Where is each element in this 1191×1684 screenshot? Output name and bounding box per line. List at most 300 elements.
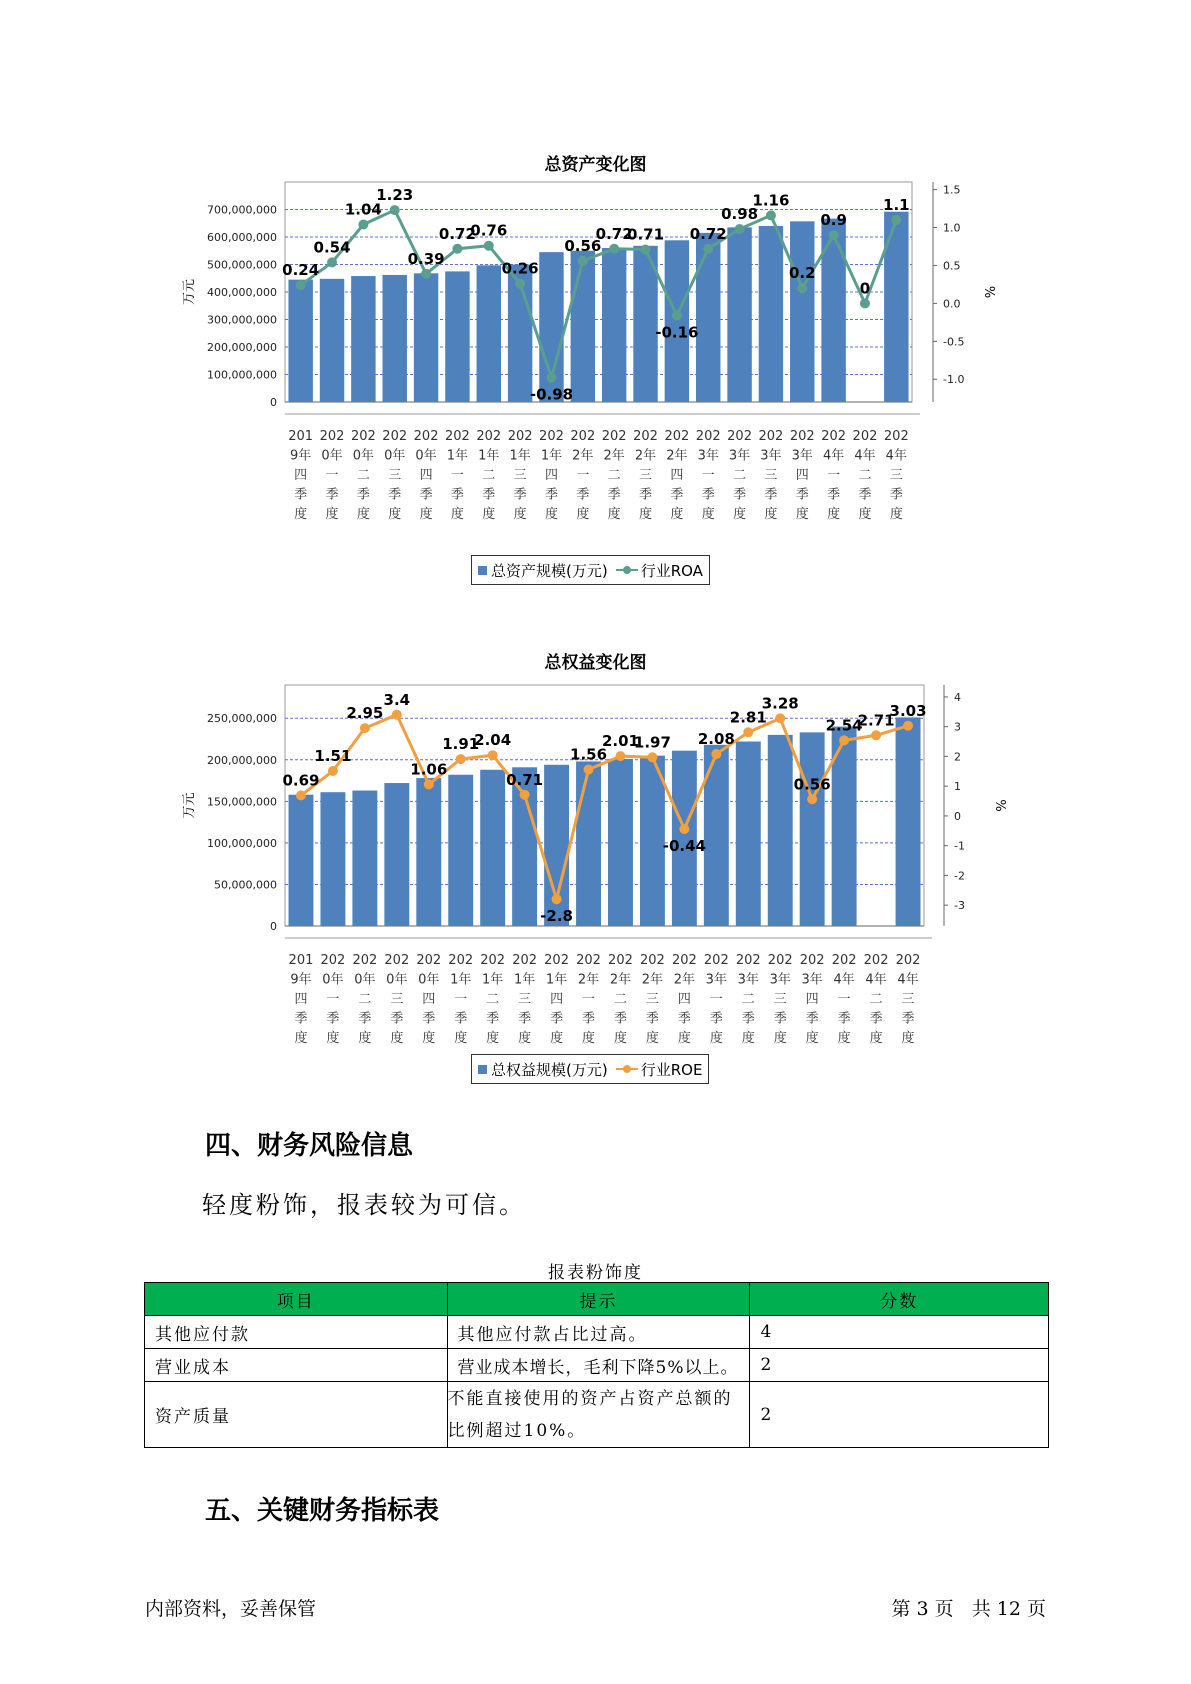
x-tick-label: 202	[570, 429, 596, 444]
x-tick-label: 4年	[885, 448, 907, 464]
x-tick-label: 季	[764, 487, 778, 503]
table-cell: 其他应付款	[145, 1316, 448, 1349]
x-tick-label: 1年	[446, 448, 469, 464]
data-label: 2.54	[825, 716, 863, 735]
x-tick-label: 202	[350, 429, 376, 444]
x-tick-label: 2年	[666, 448, 688, 464]
data-label: 0.76	[470, 221, 508, 240]
data-label: 2.01	[601, 732, 639, 751]
data-label: 0.9	[820, 211, 847, 230]
x-tick-label: 202	[799, 953, 825, 968]
x-tick-label: 季	[518, 1011, 532, 1027]
x-tick-label: 202	[384, 953, 410, 968]
x-tick-label: 一	[325, 468, 339, 483]
x-tick-label: 三	[639, 468, 653, 483]
line-point	[672, 311, 682, 321]
risk-table	[144, 1282, 1049, 1448]
data-label: -0.44	[662, 837, 706, 856]
bar	[477, 265, 501, 402]
line-point	[641, 245, 651, 255]
x-tick-label: 一	[701, 468, 715, 483]
x-tick-label: 二	[733, 468, 747, 483]
table-caption: 报表粉饰度	[548, 1263, 643, 1283]
footer-page-number: 第 3 页 共 12 页	[891, 1598, 1046, 1620]
y-right-tick-label: -2	[954, 869, 965, 883]
x-tick-label: 2年	[609, 972, 632, 988]
x-tick-label: 度	[450, 507, 464, 522]
x-tick-label: 202	[852, 429, 878, 444]
x-tick-label: 二	[482, 468, 496, 483]
line-point	[797, 283, 807, 293]
x-tick-label: 度	[422, 1031, 436, 1046]
x-tick-label: 一	[326, 992, 340, 1007]
y-left-tick-label: 150,000,000	[207, 795, 277, 809]
bar	[445, 271, 469, 402]
x-tick-label: 四	[294, 992, 308, 1007]
x-tick-label: 季	[639, 487, 653, 503]
x-tick-label: 3年	[705, 972, 727, 988]
bar	[414, 273, 438, 402]
y-left-tick-label: 400,000,000	[207, 286, 277, 299]
line-point	[703, 244, 713, 254]
x-tick-label: 季	[701, 487, 715, 503]
x-tick-label: 三	[773, 992, 787, 1007]
y-left-tick-label: 100,000,000	[207, 836, 277, 850]
x-tick-label: 0年	[321, 448, 343, 464]
table-header: 分数	[750, 1283, 1049, 1316]
x-tick-label: 4年	[897, 972, 919, 988]
data-label: 1.91	[442, 735, 480, 754]
y-left-tick-label: 50,000,000	[214, 878, 277, 892]
line-point	[327, 257, 337, 267]
x-tick-label: 季	[645, 1011, 659, 1027]
x-tick-label: 一	[576, 468, 590, 483]
data-label: 0.72	[689, 224, 727, 243]
x-tick-label: 度	[889, 507, 903, 522]
data-label: 3.03	[889, 701, 927, 720]
x-tick-label: 二	[486, 992, 500, 1007]
x-tick-label: 0年	[354, 972, 376, 988]
x-tick-label: 度	[837, 1031, 851, 1046]
x-tick-label: 度	[701, 507, 715, 522]
x-tick-label: 四	[294, 468, 308, 483]
data-label: -0.98	[529, 385, 574, 404]
line-point	[552, 894, 562, 904]
x-tick-label: 4年	[865, 972, 887, 988]
table-cell: 营业成本	[145, 1349, 448, 1382]
y-left-tick-label: 0	[270, 920, 277, 933]
x-tick-label: 季	[482, 487, 496, 503]
bar	[736, 742, 761, 926]
line-point	[584, 764, 594, 774]
data-label: 0.69	[282, 771, 320, 790]
x-tick-label: 度	[709, 1031, 723, 1046]
x-tick-label: 季	[388, 487, 402, 503]
asset-chart	[0, 170, 1191, 550]
line-point	[392, 710, 402, 720]
bar	[382, 275, 406, 402]
table-header: 项目	[145, 1283, 448, 1316]
data-label: 1.23	[376, 186, 414, 205]
x-tick-label: 0年	[418, 972, 440, 988]
line-point	[775, 713, 785, 723]
x-tick-label: 季	[805, 1011, 819, 1027]
line-point	[484, 241, 494, 251]
x-tick-label: 季	[454, 1011, 468, 1027]
bar	[320, 279, 344, 402]
x-tick-label: 202	[821, 429, 847, 444]
x-tick-label: 度	[294, 507, 308, 522]
line-point	[871, 730, 881, 740]
x-tick-label: 季	[733, 487, 747, 503]
data-label: -0.16	[655, 323, 699, 342]
x-tick-label: 1年	[482, 972, 504, 988]
x-tick-label: 1年	[478, 448, 500, 464]
line-point	[679, 824, 689, 834]
x-tick-label: 四	[422, 992, 436, 1007]
x-tick-label: 度	[390, 1031, 404, 1046]
data-label: 0.24	[282, 261, 320, 280]
x-tick-label: 2年	[572, 448, 594, 464]
x-tick-label: 202	[727, 429, 752, 444]
bar	[320, 792, 345, 926]
x-tick-label: 季	[356, 487, 370, 503]
y-left-axis-title: 万元	[182, 278, 197, 306]
x-tick-label: 季	[358, 1011, 372, 1027]
bar	[640, 756, 665, 926]
x-tick-label: 度	[454, 1031, 468, 1046]
x-tick-label: 9年	[290, 448, 312, 464]
x-tick-label: 季	[741, 1011, 755, 1027]
y-right-tick-label: -0.5	[943, 335, 965, 349]
x-tick-label: 度	[550, 1031, 564, 1046]
x-tick-label: 度	[858, 507, 872, 522]
data-label: 0.26	[501, 259, 539, 278]
x-tick-label: 三	[901, 992, 915, 1007]
x-tick-label: 一	[827, 468, 841, 483]
bar	[759, 226, 783, 402]
data-label: 2.71	[857, 711, 895, 730]
data-label: 1.97	[633, 733, 671, 752]
bar-legend-swatch	[478, 1065, 487, 1074]
x-tick-label: 度	[613, 1031, 627, 1046]
x-tick-label: 202	[601, 429, 627, 444]
y-right-tick-label: 2	[954, 750, 961, 764]
bar	[665, 240, 689, 402]
line-point	[839, 735, 849, 745]
bar	[416, 778, 441, 926]
line-point	[424, 779, 434, 789]
y-right-tick-label: 4	[954, 690, 961, 704]
x-tick-label: 度	[582, 1031, 596, 1046]
data-label: 0.71	[506, 770, 544, 789]
data-label: 0.72	[438, 224, 476, 243]
table-header: 提示	[447, 1283, 750, 1316]
table-cell: 2	[750, 1382, 1049, 1448]
x-tick-label: 二	[741, 992, 755, 1007]
x-tick-label: 3年	[760, 448, 782, 464]
bar	[571, 251, 595, 402]
x-tick-label: 202	[507, 429, 533, 444]
data-label: 0.72	[595, 224, 633, 243]
x-tick-label: 度	[869, 1031, 883, 1046]
x-tick-label: 202	[703, 953, 729, 968]
x-tick-label: 度	[388, 507, 402, 522]
data-label: 0.56	[793, 775, 831, 794]
x-tick-label: 二	[613, 992, 627, 1007]
data-label: 2.08	[697, 730, 735, 749]
bar	[896, 717, 921, 926]
line-point	[328, 766, 338, 776]
table-row	[145, 1316, 1049, 1349]
line-point	[735, 224, 745, 234]
bar	[351, 276, 375, 402]
y-right-tick-label: 1.5	[943, 183, 961, 197]
table-cell: 不能直接使用的资产占资产总额的比例超过10%。	[447, 1382, 750, 1448]
table-cell: 2	[750, 1349, 1049, 1382]
x-tick-label: 四	[544, 468, 558, 483]
table-cell: 4	[750, 1316, 1049, 1349]
bar	[727, 227, 751, 402]
y-right-tick-label: 0.0	[943, 297, 961, 311]
x-tick-label: 季	[795, 487, 809, 503]
x-tick-label: 一	[709, 992, 723, 1007]
x-tick-label: 一	[837, 992, 851, 1007]
x-tick-label: 3年	[801, 972, 823, 988]
x-tick-label: 度	[901, 1031, 915, 1046]
x-tick-label: 一	[454, 992, 468, 1007]
table-cell: 其他应付款占比过高。	[447, 1316, 750, 1349]
data-label: 0	[859, 279, 871, 298]
data-label: 1.56	[570, 745, 608, 764]
x-tick-label: 202	[544, 953, 569, 968]
x-tick-label: 二	[356, 468, 370, 483]
equity-chart	[0, 668, 1191, 1048]
line-point	[766, 210, 776, 220]
section-four-text: 轻度粉饰，报表较为可信。	[202, 1191, 526, 1219]
data-label: 1.04	[344, 200, 382, 219]
line-point	[891, 215, 901, 225]
x-tick-label: 季	[390, 1011, 404, 1027]
data-label: 3.4	[383, 690, 411, 709]
x-tick-label: 三	[518, 992, 532, 1007]
bar	[768, 735, 793, 926]
x-tick-label: 202	[633, 429, 658, 444]
x-tick-label: 202	[863, 953, 889, 968]
x-tick-label: 三	[889, 468, 903, 483]
line-point	[520, 790, 530, 800]
bar	[448, 775, 473, 926]
x-tick-label: 季	[326, 1011, 340, 1027]
bar-legend-swatch	[478, 566, 487, 575]
y-left-tick-label: 100,000,000	[207, 368, 277, 382]
footer-left: 内部资料，妥善保管	[145, 1598, 317, 1620]
x-tick-label: 一	[582, 992, 596, 1007]
x-tick-label: 3年	[791, 448, 813, 464]
x-tick-label: 三	[513, 468, 527, 483]
y-left-tick-label: 0	[270, 396, 277, 409]
line-point	[296, 280, 306, 290]
x-tick-label: 202	[480, 953, 506, 968]
x-tick-label: 2年	[634, 448, 657, 464]
y-right-tick-label: 1.0	[943, 221, 961, 235]
x-tick-label: 四	[670, 468, 684, 483]
x-tick-label: 202	[767, 953, 793, 968]
x-tick-label: 202	[539, 429, 564, 444]
x-tick-label: 度	[358, 1031, 372, 1046]
x-tick-label: 度	[670, 507, 684, 522]
data-label: 0.2	[788, 264, 816, 283]
line-point	[609, 244, 619, 254]
y-right-tick-label: 0.5	[943, 259, 961, 273]
y-left-tick-label: 200,000,000	[207, 341, 277, 354]
x-tick-label: 3年	[769, 972, 791, 988]
x-tick-label: 2年	[603, 448, 625, 464]
x-tick-label: 度	[805, 1031, 819, 1046]
y-left-axis-title: 万元	[182, 792, 197, 819]
x-tick-label: 季	[837, 1011, 851, 1027]
x-tick-label: 四	[550, 992, 564, 1007]
x-tick-label: 3年	[697, 448, 719, 464]
y-right-tick-label: 1	[954, 780, 961, 794]
line-point	[615, 751, 625, 761]
x-tick-label: 季	[422, 1011, 436, 1027]
x-tick-label: 一	[450, 468, 464, 483]
x-tick-label: 1年	[450, 972, 472, 988]
x-tick-label: 度	[486, 1031, 500, 1046]
bar	[576, 761, 601, 926]
data-label: 0.71	[627, 225, 665, 244]
x-tick-label: 度	[294, 1031, 308, 1046]
bar	[352, 791, 377, 926]
line-point	[578, 256, 588, 266]
chart2-legend	[471, 1054, 709, 1084]
x-tick-label: 4年	[833, 972, 855, 988]
x-tick-label: 3年	[728, 448, 751, 464]
chart1-legend-bar: 总资产规模(万元)	[491, 561, 608, 580]
x-tick-label: 度	[518, 1031, 532, 1046]
x-tick-label: 2年	[577, 972, 600, 988]
line-point	[903, 721, 913, 731]
x-tick-label: 季	[513, 487, 527, 503]
x-tick-label: 4年	[854, 448, 876, 464]
x-tick-label: 季	[294, 487, 308, 503]
line-point	[488, 750, 498, 760]
data-label: 0.54	[313, 238, 351, 257]
y-left-tick-label: 250,000,000	[207, 712, 277, 726]
chart2-legend-line: 行业ROE	[640, 1060, 703, 1079]
y-right-axis-title: %	[981, 285, 996, 299]
x-tick-label: 202	[664, 429, 690, 444]
chart1-legend-line: 行业ROA	[640, 561, 703, 580]
y-right-tick-label: -1	[954, 839, 965, 853]
x-tick-label: 度	[677, 1031, 691, 1046]
x-tick-label: 202	[413, 429, 439, 444]
y-right-axis-title: %	[992, 799, 1007, 812]
x-tick-label: 202	[758, 429, 784, 444]
data-label: 2.81	[729, 708, 767, 727]
x-tick-label: 季	[709, 1011, 723, 1027]
bar	[608, 759, 633, 926]
line-point	[807, 794, 817, 804]
x-tick-label: 二	[607, 468, 621, 483]
bar	[480, 770, 505, 926]
line-point	[711, 749, 721, 759]
x-tick-label: 202	[576, 953, 601, 968]
x-tick-label: 季	[607, 487, 621, 503]
line-point	[647, 752, 657, 762]
x-tick-label: 202	[640, 953, 665, 968]
x-tick-label: 度	[544, 507, 558, 522]
x-tick-label: 四	[677, 992, 691, 1007]
bar	[696, 233, 720, 402]
x-tick-label: 202	[319, 429, 345, 444]
x-tick-label: 度	[645, 1031, 659, 1046]
x-tick-label: 三	[388, 468, 402, 483]
x-tick-label: 三	[390, 992, 404, 1007]
data-label: 2.04	[474, 731, 512, 750]
line-point	[360, 723, 370, 733]
y-left-tick-label: 700,000,000	[207, 203, 277, 217]
section-four-title: 四、财务风险信息	[205, 1131, 414, 1161]
x-tick-label: 0年	[415, 448, 437, 464]
bar	[288, 280, 312, 402]
x-tick-label: 季	[827, 487, 841, 503]
line-point	[829, 230, 839, 240]
section-five-title: 五、关键财务指标表	[205, 1496, 440, 1526]
x-tick-label: 季	[869, 1011, 883, 1027]
x-tick-label: 季	[544, 487, 558, 503]
data-label: 1.06	[410, 760, 448, 779]
data-label: 0.39	[407, 249, 445, 268]
x-tick-label: 202	[883, 429, 909, 444]
x-tick-label: 0年	[386, 972, 408, 988]
x-tick-label: 202	[445, 429, 470, 444]
y-right-tick-label: 3	[954, 720, 961, 734]
x-tick-label: 度	[764, 507, 778, 522]
x-tick-label: 1年	[509, 448, 531, 464]
x-tick-label: 1年	[513, 972, 536, 988]
line-point	[456, 754, 466, 764]
x-tick-label: 3年	[737, 972, 759, 988]
chart2-legend-bar: 总权益规模(万元)	[491, 1060, 608, 1079]
x-tick-label: 4年	[822, 448, 845, 464]
x-tick-label: 度	[827, 507, 841, 522]
x-tick-label: 四	[805, 992, 819, 1007]
x-tick-label: 202	[671, 953, 697, 968]
x-tick-label: 202	[448, 953, 474, 968]
x-tick-label: 季	[486, 1011, 500, 1027]
x-tick-label: 1年	[545, 972, 568, 988]
data-label: 3.28	[761, 694, 799, 713]
x-tick-label: 度	[325, 507, 339, 522]
line-point	[296, 790, 306, 800]
line-point	[515, 279, 525, 289]
bar	[821, 219, 845, 402]
data-label: 2.95	[346, 704, 384, 723]
x-tick-label: 度	[576, 507, 590, 522]
bar	[602, 248, 626, 402]
data-label: 0.98	[721, 205, 759, 224]
chart2-title: 总权益变化图	[544, 653, 647, 673]
x-tick-label: 202	[416, 953, 442, 968]
data-label: 1.16	[752, 191, 790, 210]
line-legend-swatch	[616, 563, 638, 577]
x-tick-label: 季	[613, 1011, 627, 1027]
line-point	[743, 727, 753, 737]
x-tick-label: 度	[513, 507, 527, 522]
x-tick-label: 202	[895, 953, 921, 968]
